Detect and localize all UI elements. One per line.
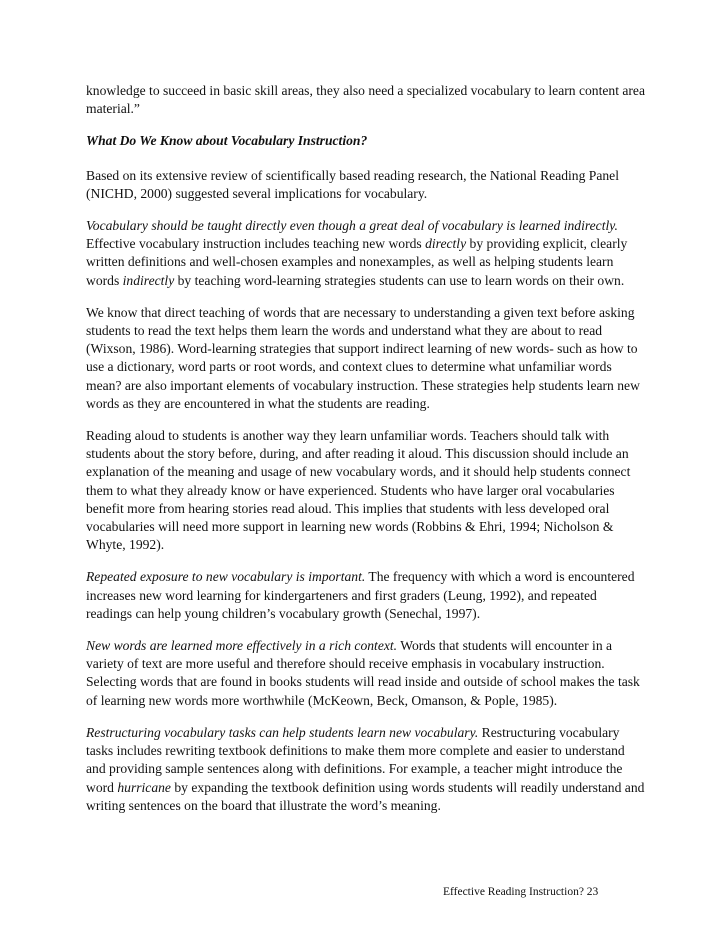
repeated-exposure-text: The frequency with which a word is encountered increases new word learning for kindergarteners and first graders (Leung, 1992), and repeated readings can help young children’s vocabulary growth (Senechal, 1997). (86, 569, 635, 621)
page-footer: Effective Reading Instruction? 23 (443, 886, 599, 898)
read-aloud-paragraph: Reading aloud to students is another way they learn unfamiliar words. Teachers should talk with students about the story before, during, and after reading it aloud. This discussion should include an explanation of the meaning and usage of new vocabulary words, and it should help students connect them to what they already know or have experienced. Students who have larger oral vocabularies benefit more from hearing stories read aloud. This implies that students with less developed oral vocabularies will need more support in learning new words (Robbins & Ehri, 1994; Nicholson & Whyte, 1992). (86, 428, 631, 553)
restructuring-paragraph (86, 724, 646, 815)
section-heading: What Do We Know about Vocabulary Instruction? (86, 133, 368, 149)
repeated-exposure-paragraph (86, 568, 646, 623)
direct-teaching-text-3: by teaching word-learning strategies students can use to learn words on their own. (174, 272, 625, 288)
word-learning-paragraph: We know that direct teaching of words that are necessary to understanding a given text before asking students to read the text helps them learn the words and understand what they are about to read (Wixson, 1986). Word-learning strategies that support indirect learning of new words- such as how to use a dictionary, word parts or root words, and context clues to determine what unfamiliar words mean? are also important elements of vocabulary instruction. These strategies help students learn new words as they are encountered in what the students are reading. (86, 304, 640, 411)
direct-teaching-text-2: by providing explicit, clearly written definitions and well-chosen examples and nonexamples, as well as helping students learn words (86, 236, 628, 288)
restructuring-text-2: by expanding the textbook definition using words students will readily understand and writing sentences on the board that illustrate the word’s meaning. (86, 779, 645, 813)
rich-context-lead: New words are learned more effectively in a rich context. (86, 638, 398, 654)
restructuring-text-1: Restructuring vocabulary tasks includes rewriting textbook definitions to make them more complete and easier to understand and providing sample sentences along with definitions. For example, a teacher might introduce the word (86, 724, 625, 795)
restructuring-lead: Restructuring vocabulary tasks can help students learn new vocabulary. (86, 724, 479, 740)
hurricane-emphasis: hurricane (117, 779, 171, 795)
direct-teaching-paragraph (86, 217, 646, 290)
direct-teaching-text-1: Effective vocabulary instruction includes teaching new words (86, 236, 426, 252)
directly-emphasis: directly (425, 236, 467, 252)
indirectly-emphasis: indirectly (122, 272, 175, 288)
rich-context-text: Words that students will encounter in a variety of text are more useful and therefore should receive emphasis in vocabulary instruction. Selecting words that are found in books students will read inside and outside of school makes the task of learning new words more worthwhile (McKeown, Beck, Omanson, & Pople, 1985). (86, 638, 640, 708)
document-body (86, 82, 646, 829)
rich-context-paragraph (86, 637, 646, 710)
direct-teaching-lead: Vocabulary should be taught directly even though a great deal of vocabulary is learned indirectly. (86, 218, 618, 234)
intro-paragraph: knowledge to succeed in basic skill areas, they also need a specialized vocabulary to learn content area material.” (86, 83, 645, 117)
repeated-exposure-lead: Repeated exposure to new vocabulary is important. (86, 569, 366, 585)
nrp-paragraph: Based on its extensive review of scientifically based reading research, the National Reading Panel (NICHD, 2000) suggested several implications for vocabulary. (86, 167, 619, 201)
